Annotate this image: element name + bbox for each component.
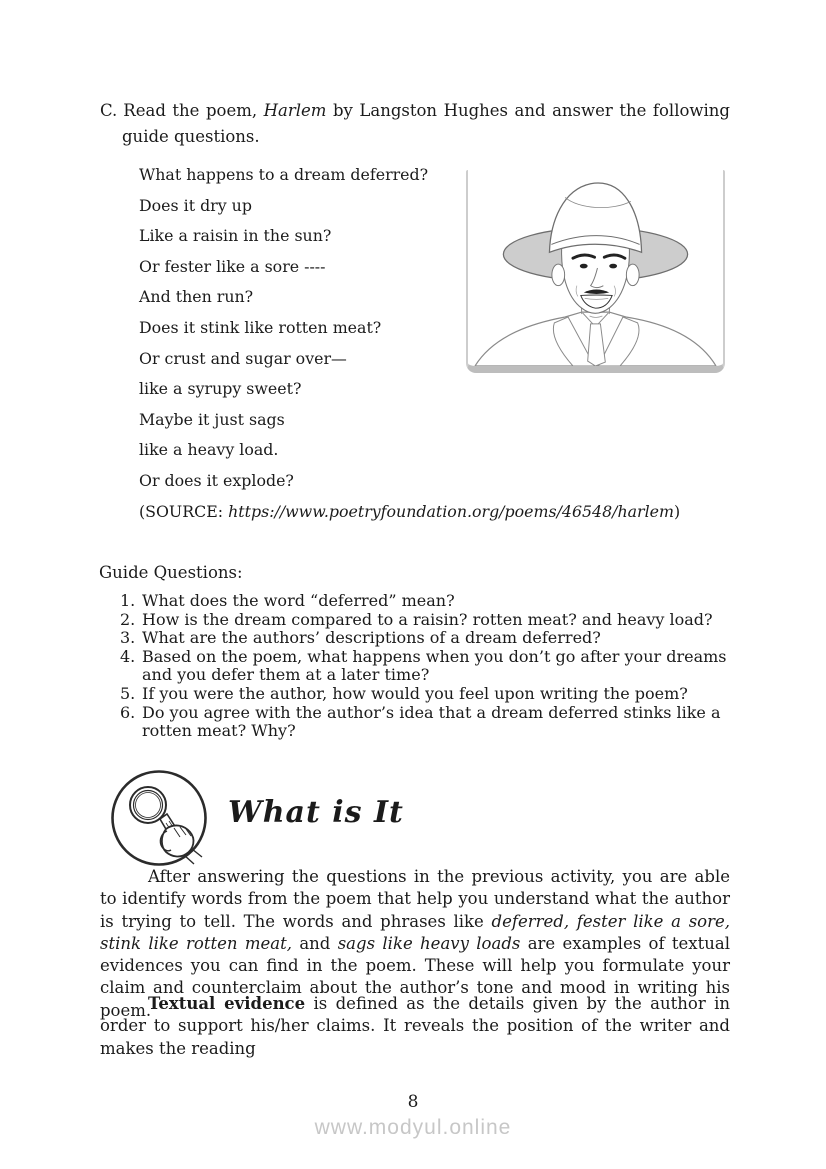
guide-question-item: [120, 592, 742, 611]
question-number: 2.: [120, 609, 136, 629]
poem-line: And then run?: [139, 287, 254, 307]
question-text: If you were the author, how would you feel upon writing the poem?: [142, 683, 688, 703]
poem-line: Does it stink like rotten meat?: [139, 317, 382, 337]
guide-questions-heading: Guide Questions:: [99, 563, 243, 582]
poem-source-citation: (SOURCE: https://www.poetryfoundation.org/poems/46548/harlem): [139, 501, 681, 521]
section-label: C.: [100, 101, 118, 120]
poem-title-inline: Harlem: [263, 101, 327, 120]
textual-evidence-term: Textual evidence: [148, 994, 306, 1013]
question-text: Do you agree with the author’s idea that a dream deferred stinks like a rotten meat? Why?: [142, 702, 721, 741]
poem-source-url: https://www.poetryfoundation.org/poems/46548/harlem: [228, 501, 674, 521]
page-number: 8: [407, 1092, 419, 1112]
body-paragraph-1: After answering the questions in the previous activity, you are able to identify words from the poem that help you understand what the author is trying to tell. The words and phrases like deferred, fester like a sore, stink like rotten meat, and sags like heavy loads are examples of textual evidences you can find in the poem. These will help you formulate your claim and counterclaim about the author’s tone and mood in writing his poem.: [100, 867, 730, 1020]
question-number: 4.: [120, 646, 136, 666]
guide-question-item: [120, 648, 742, 685]
guide-questions-list: [120, 592, 742, 741]
what-is-it-icon-badge: [110, 769, 208, 867]
question-text: What does the word “deferred” mean?: [142, 591, 455, 610]
paragraph1-text: After answering the questions in the previous activity, you are able to identify words from the poem that help you understand what the author is trying to tell. The words and phrases like: [100, 867, 730, 931]
poem-line: Maybe it just sags: [139, 409, 285, 429]
body-paragraph-2: Textual evidence is defined as the details given by the author in order to support his/her claims. It reveals the position of the writer and makes the reading: [100, 994, 730, 1058]
poem-line: Like a raisin in the sun?: [139, 226, 332, 246]
poem-line: like a syrupy sweet?: [139, 379, 302, 399]
question-number: 5.: [120, 683, 136, 703]
poem-line: Or fester like a sore ----: [139, 256, 326, 276]
portrait-illustration-frame: [466, 170, 725, 373]
guide-question-item: [120, 629, 742, 648]
paragraph1-italic-phrases: deferred, fester like a sore, stink like rotten meat,: [100, 911, 730, 953]
guide-question-item: [120, 704, 742, 741]
paragraph1-italic-phrase-2: sags like heavy loads: [337, 933, 521, 953]
question-text: How is the dream compared to a raisin? rotten meat? and heavy load?: [142, 609, 713, 629]
what-is-it-heading: What is It: [228, 795, 404, 830]
poem-line: Or crust and sugar over—: [139, 348, 347, 368]
poem-line: Does it dry up: [139, 195, 252, 215]
guide-question-item: [120, 685, 742, 704]
poem-line: like a heavy load.: [139, 440, 279, 460]
poem-line: Or does it explode?: [139, 470, 294, 490]
question-text: Based on the poem, what happens when you don’t go after your dreams and you defer them at a later time?: [142, 646, 727, 685]
section-heading: [100, 98, 730, 150]
poem-line: What happens to a dream deferred?: [139, 165, 429, 184]
section-instruction-prefix: Read the poem,: [123, 101, 264, 120]
langston-hughes-portrait-icon: [468, 170, 723, 366]
question-number: 3.: [120, 628, 136, 648]
question-number: 1.: [120, 591, 136, 610]
magnifier-in-hand-icon: [110, 769, 208, 867]
section-instruction-suffix: by Langston Hughes and answer the following guide questions.: [122, 101, 730, 146]
guide-question-item: [120, 611, 742, 630]
question-text: What are the authors’ descriptions of a dream deferred?: [142, 628, 601, 648]
question-number: 6.: [120, 702, 136, 722]
watermark-url: www.modyul.online: [314, 1116, 512, 1139]
